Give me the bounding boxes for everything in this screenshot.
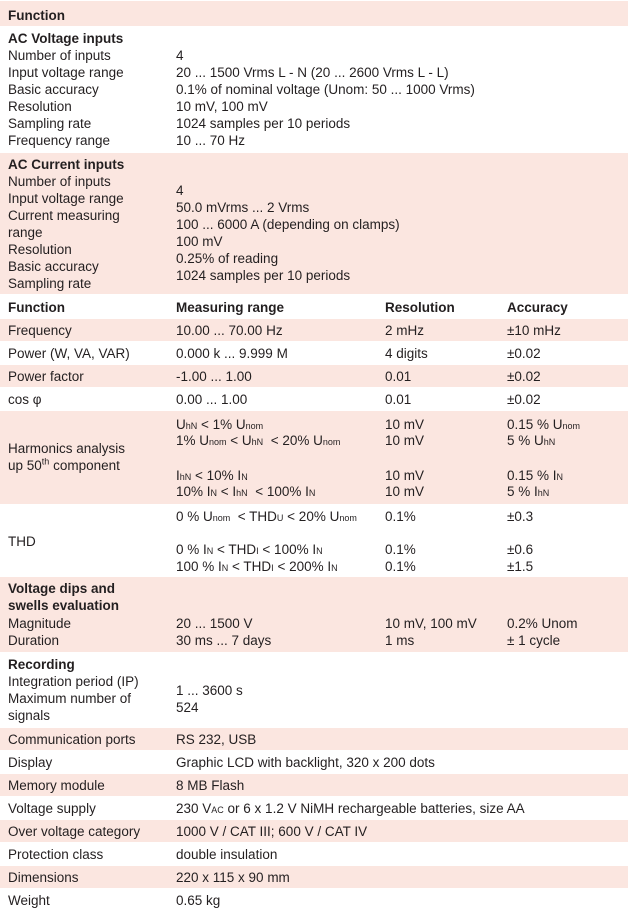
- spec-label: Frequency range: [8, 133, 111, 148]
- table-header: [0, 294, 628, 318]
- spec-label: Protection class: [8, 847, 104, 862]
- spec-label: Number of inputs: [8, 174, 111, 189]
- column-header-accuracy: Accuracy: [507, 300, 568, 315]
- row-range: -1.00 ... 1.00: [176, 369, 252, 384]
- spec-value: 0.65 kg: [176, 893, 221, 908]
- spec-label: signals: [8, 708, 51, 723]
- spec-value: 1000 V / CAT III; 600 V / CAT IV: [176, 824, 368, 839]
- row-function: Frequency: [8, 323, 72, 338]
- spec-value: 524: [176, 700, 199, 715]
- spec-label: Resolution: [8, 99, 72, 114]
- spec-row: [0, 773, 628, 796]
- row-accuracy: ±0.6: [507, 542, 534, 557]
- row-function: Harmonics analysis: [8, 441, 126, 456]
- row-resolution: 2 mHz: [385, 323, 425, 338]
- spec-row: [0, 796, 628, 819]
- recording-section: [0, 652, 628, 727]
- spec-value: 4: [176, 48, 184, 63]
- spec-label: Resolution: [8, 242, 72, 257]
- row-range: 0.000 k ... 9.999 M: [176, 346, 288, 361]
- row-function: up 50th component: [8, 456, 120, 473]
- row-resolution: 10 mV: [385, 468, 425, 483]
- row-accuracy: 0.15 % Unom: [507, 417, 581, 432]
- spec-row: [0, 819, 628, 842]
- spec-row: [0, 727, 628, 750]
- row-range: 20 ... 1500 V: [176, 616, 253, 631]
- spec-value: 1024 samples per 10 periods: [176, 116, 351, 131]
- spec-value: 10 mV, 100 mV: [176, 99, 268, 114]
- row-function: Magnitude: [8, 616, 72, 631]
- dips-title: swells evaluation: [8, 598, 120, 613]
- spec-value: 10 ... 70 Hz: [176, 133, 246, 148]
- harmonics-range-line: 10% IN < IhN < 100% IN: [176, 484, 316, 499]
- spec-label: range: [8, 225, 43, 240]
- row-resolution: 10 mV: [385, 433, 425, 448]
- row-accuracy: ±10 mHz: [507, 323, 561, 338]
- spec-label: Integration period (IP): [8, 674, 139, 689]
- spec-label: Display: [8, 755, 53, 770]
- thd-range-line: 100 % IN < THDI < 200% IN: [176, 559, 338, 574]
- spec-label: Sampling rate: [8, 276, 92, 291]
- spec-row: [0, 888, 628, 913]
- row-range: 0.00 ... 1.00: [176, 392, 248, 407]
- spec-value: 1024 samples per 10 periods: [176, 268, 351, 283]
- dips-title: Voltage dips and: [8, 581, 116, 596]
- spec-value: 50.0 mVrms ... 2 Vrms: [176, 200, 310, 215]
- spec-value: 4: [176, 183, 184, 198]
- spec-label: Basic accuracy: [8, 82, 99, 97]
- table-row: [0, 341, 628, 364]
- row-resolution: 10 mV: [385, 484, 425, 499]
- spec-value: 1 ... 3600 s: [176, 683, 243, 698]
- harmonics-row: [0, 410, 628, 504]
- ac-current-title: AC Current inputs: [8, 157, 125, 172]
- thd-range-line: 0 % IN < THDI < 100% IN: [176, 542, 323, 557]
- row-resolution: 10 mV, 100 mV: [385, 616, 477, 631]
- section-title: Function: [8, 8, 65, 23]
- row-function: Duration: [8, 633, 60, 648]
- row-accuracy: ± 1 cycle: [507, 633, 561, 648]
- spec-row: [0, 750, 628, 773]
- spec-label: Sampling rate: [8, 116, 92, 131]
- spec-value: 20 ... 1500 Vrms L - N (20 ... 2600 Vrms L - L): [176, 65, 449, 80]
- row-range: 10.00 ... 70.00 Hz: [176, 323, 283, 338]
- row-function: THD: [8, 534, 36, 549]
- spec-label: Dimensions: [8, 870, 79, 885]
- table-row: [0, 387, 628, 410]
- row-function: Power (W, VA, VAR): [8, 346, 130, 361]
- row-resolution: 0.1%: [385, 542, 416, 557]
- row-accuracy: ±0.02: [507, 392, 541, 407]
- spec-label: Basic accuracy: [8, 259, 99, 274]
- spec-label: Number of inputs: [8, 48, 111, 63]
- row-resolution: 0.1%: [385, 509, 416, 524]
- spec-value: 220 x 115 x 90 mm: [176, 870, 290, 885]
- spec-label: Input voltage range: [8, 65, 124, 80]
- spec-label: Over voltage category: [8, 824, 141, 839]
- spec-value: double insulation: [176, 847, 278, 862]
- spec-value: Graphic LCD with backlight, 320 x 200 dots: [176, 755, 435, 770]
- row-accuracy: 5 % IhN: [507, 484, 550, 499]
- row-accuracy: ±0.3: [507, 509, 534, 524]
- spec-value: 100 mV: [176, 234, 223, 249]
- row-resolution: 0.01: [385, 392, 412, 407]
- thd-row: [0, 504, 628, 576]
- spec-value: 0.25% of reading: [176, 251, 279, 266]
- row-accuracy: ±0.02: [507, 369, 541, 384]
- harmonics-range-line: 1% Unom < UhN < 20% Unom: [176, 433, 341, 448]
- row-resolution: 4 digits: [385, 346, 428, 361]
- row-accuracy: ±0.02: [507, 346, 541, 361]
- spec-value: 100 ... 6000 A (depending on clamps): [176, 217, 400, 232]
- recording-title: Recording: [8, 657, 75, 672]
- voltage-dips-section: [0, 576, 628, 652]
- table-row: [0, 318, 628, 341]
- spec-value: 8 MB Flash: [176, 778, 245, 793]
- spec-label: Maximum number of: [8, 691, 132, 706]
- column-header-resolution: Resolution: [385, 300, 455, 315]
- harmonics-range-line: UhN < 1% Unom: [176, 417, 264, 432]
- spec-label: Current measuring: [8, 208, 120, 223]
- ac-current-section: [0, 152, 628, 294]
- row-accuracy: 0.15 % IN: [507, 468, 564, 483]
- row-resolution: 10 mV: [385, 417, 425, 432]
- harmonics-range-line: IhN < 10% IN: [176, 468, 248, 483]
- table-row: [0, 364, 628, 387]
- ac-voltage-section: [0, 26, 628, 152]
- row-accuracy: 5 % UhN: [507, 433, 556, 448]
- spec-label: Voltage supply: [8, 801, 96, 816]
- thd-range-line: 0 % Unom < THDU < 20% Unom: [176, 509, 357, 524]
- row-resolution: 0.01: [385, 369, 412, 384]
- spec-label: Communication ports: [8, 732, 136, 747]
- row-function: cos φ: [8, 392, 42, 407]
- spec-label: Input voltage range: [8, 191, 124, 206]
- spec-label: Weight: [8, 893, 50, 908]
- row-accuracy: 0.2% Unom: [507, 616, 578, 631]
- spec-label: Memory module: [8, 778, 105, 793]
- column-header-range: Measuring range: [176, 300, 285, 315]
- row-range: 30 ms ... 7 days: [176, 633, 272, 648]
- row-resolution: 0.1%: [385, 559, 416, 574]
- spec-value: 230 VAC or 6 x 1.2 V NiMH rechargeable batteries, size AA: [176, 801, 525, 816]
- row-resolution: 1 ms: [385, 633, 415, 648]
- column-header-function: Function: [8, 300, 65, 315]
- section-header: [0, 0, 628, 26]
- spec-row: [0, 842, 628, 865]
- spec-row: [0, 865, 628, 888]
- row-function: Power factor: [8, 369, 84, 384]
- row-accuracy: ±1.5: [507, 559, 534, 574]
- spec-value: 0.1% of nominal voltage (Unom: 50 ... 1000 Vrms): [176, 82, 475, 97]
- ac-voltage-title: AC Voltage inputs: [8, 31, 124, 46]
- spec-value: RS 232, USB: [176, 732, 257, 747]
